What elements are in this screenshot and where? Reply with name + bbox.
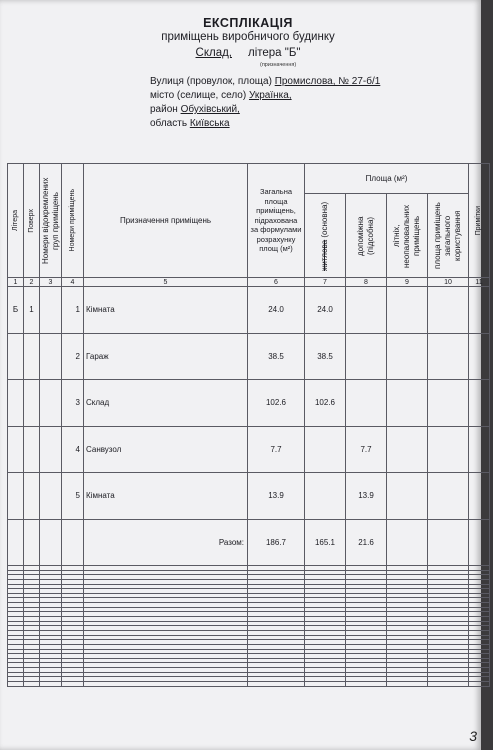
cell-blank: [8, 682, 24, 687]
header-area-group: Площа (м²): [305, 164, 469, 194]
totals-label: Разом:: [84, 519, 248, 566]
column-number: 2: [24, 278, 40, 287]
cell-aux-area: 7.7: [346, 426, 387, 473]
cell-purpose: Кімната: [84, 473, 248, 520]
address-district: [150, 104, 240, 115]
cell-main-area: [305, 473, 346, 520]
cell-summer-area: [387, 333, 428, 380]
cell-main-area: 38.5: [305, 333, 346, 380]
cell-purpose: Склад: [84, 380, 248, 427]
cell-purpose: Кімната: [84, 287, 248, 334]
explication-table: [7, 163, 490, 687]
cell-floor: [24, 333, 40, 380]
cell-common-area: [428, 333, 469, 380]
table-row: [8, 333, 490, 380]
street-label: Вулиця (провулок, площа): [150, 76, 272, 87]
cell-room-number: 4: [62, 426, 84, 473]
column-number: 11: [469, 278, 490, 287]
city-value: Українка,: [248, 90, 292, 101]
totals-row: [8, 519, 490, 566]
blank-row: [8, 682, 490, 687]
cell-group: [40, 287, 62, 334]
totals-aux-area: 21.6: [346, 519, 387, 566]
district-value: Обухівський,: [180, 104, 240, 115]
cell-common-area: [428, 287, 469, 334]
cell-total-area: 24.0: [248, 287, 305, 334]
header-common-area: площа приміщень загального користування: [428, 194, 469, 278]
cell-notes: [469, 333, 490, 380]
cell-letter: [8, 380, 24, 427]
column-number: 6: [248, 278, 305, 287]
cell-room-number: 1: [62, 287, 84, 334]
cell-empty: [40, 519, 62, 566]
cell-main-area: 102.6: [305, 380, 346, 427]
address-street: [150, 76, 380, 87]
cell-empty: [8, 519, 24, 566]
cell-group: [40, 473, 62, 520]
region-label: область: [150, 118, 188, 129]
cell-aux-area: 13.9: [346, 473, 387, 520]
purpose-hint: (призначення): [260, 62, 297, 68]
cell-letter: [8, 333, 24, 380]
cell-blank: [469, 682, 490, 687]
cell-blank: [62, 682, 84, 687]
totals-total-area: 186.7: [248, 519, 305, 566]
city-label: місто (селище, село): [150, 90, 247, 101]
column-number: 7: [305, 278, 346, 287]
cell-common-area: [428, 473, 469, 520]
cell-summer-area: [387, 380, 428, 427]
cell-empty: [469, 519, 490, 566]
header-aux-area: допоміжна (підсобна): [346, 194, 387, 278]
header-purpose: Призначення приміщень: [84, 164, 248, 278]
header-floor: Поверх: [24, 164, 40, 278]
cell-blank: [248, 682, 305, 687]
cell-common-area: [428, 380, 469, 427]
cell-blank: [40, 682, 62, 687]
table-row: [8, 287, 490, 334]
table-row: [8, 473, 490, 520]
street-value: Промислова, № 27-б/1: [274, 76, 381, 87]
cell-notes: [469, 473, 490, 520]
cell-blank: [346, 682, 387, 687]
cell-aux-area: [346, 333, 387, 380]
cell-letter: [8, 426, 24, 473]
column-number: 8: [346, 278, 387, 287]
cell-room-number: 3: [62, 380, 84, 427]
cell-group: [40, 333, 62, 380]
column-number: 5: [84, 278, 248, 287]
header-main-area: житлова (основна): [305, 194, 346, 278]
cell-purpose: Гараж: [84, 333, 248, 380]
cell-notes: [469, 426, 490, 473]
cell-floor: [24, 473, 40, 520]
header-notes: Примітки: [469, 164, 490, 278]
document-subtitle: приміщень виробничого будинку: [161, 31, 335, 43]
building-letter: літера "Б": [247, 47, 301, 59]
table-row: [8, 426, 490, 473]
cell-empty: [387, 519, 428, 566]
cell-floor: [24, 380, 40, 427]
document-title: ЕКСПЛІКАЦІЯ: [203, 16, 293, 30]
address-city: [150, 90, 292, 101]
table-row: [8, 380, 490, 427]
cell-room-number: 2: [62, 333, 84, 380]
column-number: 3: [40, 278, 62, 287]
column-number: 1: [8, 278, 24, 287]
header-group-numbers: Номери відокремлених груп приміщень: [40, 164, 62, 278]
table-body: [8, 287, 490, 687]
page-number: 3: [469, 728, 477, 744]
cell-blank: [305, 682, 346, 687]
cell-purpose: Санвузол: [84, 426, 248, 473]
cell-blank: [428, 682, 469, 687]
cell-main-area: 24.0: [305, 287, 346, 334]
cell-empty: [24, 519, 40, 566]
building-line: [58, 47, 438, 59]
cell-floor: [24, 426, 40, 473]
district-label: район: [150, 104, 178, 115]
column-number-row: [8, 278, 490, 287]
cell-aux-area: [346, 380, 387, 427]
cell-total-area: 7.7: [248, 426, 305, 473]
cell-letter: Б: [8, 287, 24, 334]
cell-main-area: [305, 426, 346, 473]
cell-summer-area: [387, 287, 428, 334]
cell-summer-area: [387, 473, 428, 520]
column-number: 9: [387, 278, 428, 287]
building-name: Склад,: [195, 47, 232, 59]
cell-total-area: 38.5: [248, 333, 305, 380]
cell-floor: 1: [24, 287, 40, 334]
cell-notes: [469, 287, 490, 334]
region-value: Київська: [189, 118, 230, 129]
cell-summer-area: [387, 426, 428, 473]
header-summer-area: літніх, неопалювальних приміщень: [387, 194, 428, 278]
header-letter: Літера: [8, 164, 24, 278]
cell-blank: [24, 682, 40, 687]
cell-empty: [428, 519, 469, 566]
cell-group: [40, 426, 62, 473]
cell-common-area: [428, 426, 469, 473]
cell-room-number: 5: [62, 473, 84, 520]
header-room-numbers: Номери приміщень: [62, 164, 84, 278]
totals-main-area: 165.1: [305, 519, 346, 566]
column-number: 4: [62, 278, 84, 287]
address-region: [150, 118, 230, 129]
cell-total-area: 102.6: [248, 380, 305, 427]
cell-letter: [8, 473, 24, 520]
header-total-area: Загальна площа приміщень, підрахована за формулами розрахунку площ (м²): [248, 164, 305, 278]
cell-empty: [62, 519, 84, 566]
cell-blank: [387, 682, 428, 687]
cell-aux-area: [346, 287, 387, 334]
cell-group: [40, 380, 62, 427]
cell-total-area: 13.9: [248, 473, 305, 520]
cell-blank: [84, 682, 248, 687]
column-number: 10: [428, 278, 469, 287]
cell-notes: [469, 380, 490, 427]
